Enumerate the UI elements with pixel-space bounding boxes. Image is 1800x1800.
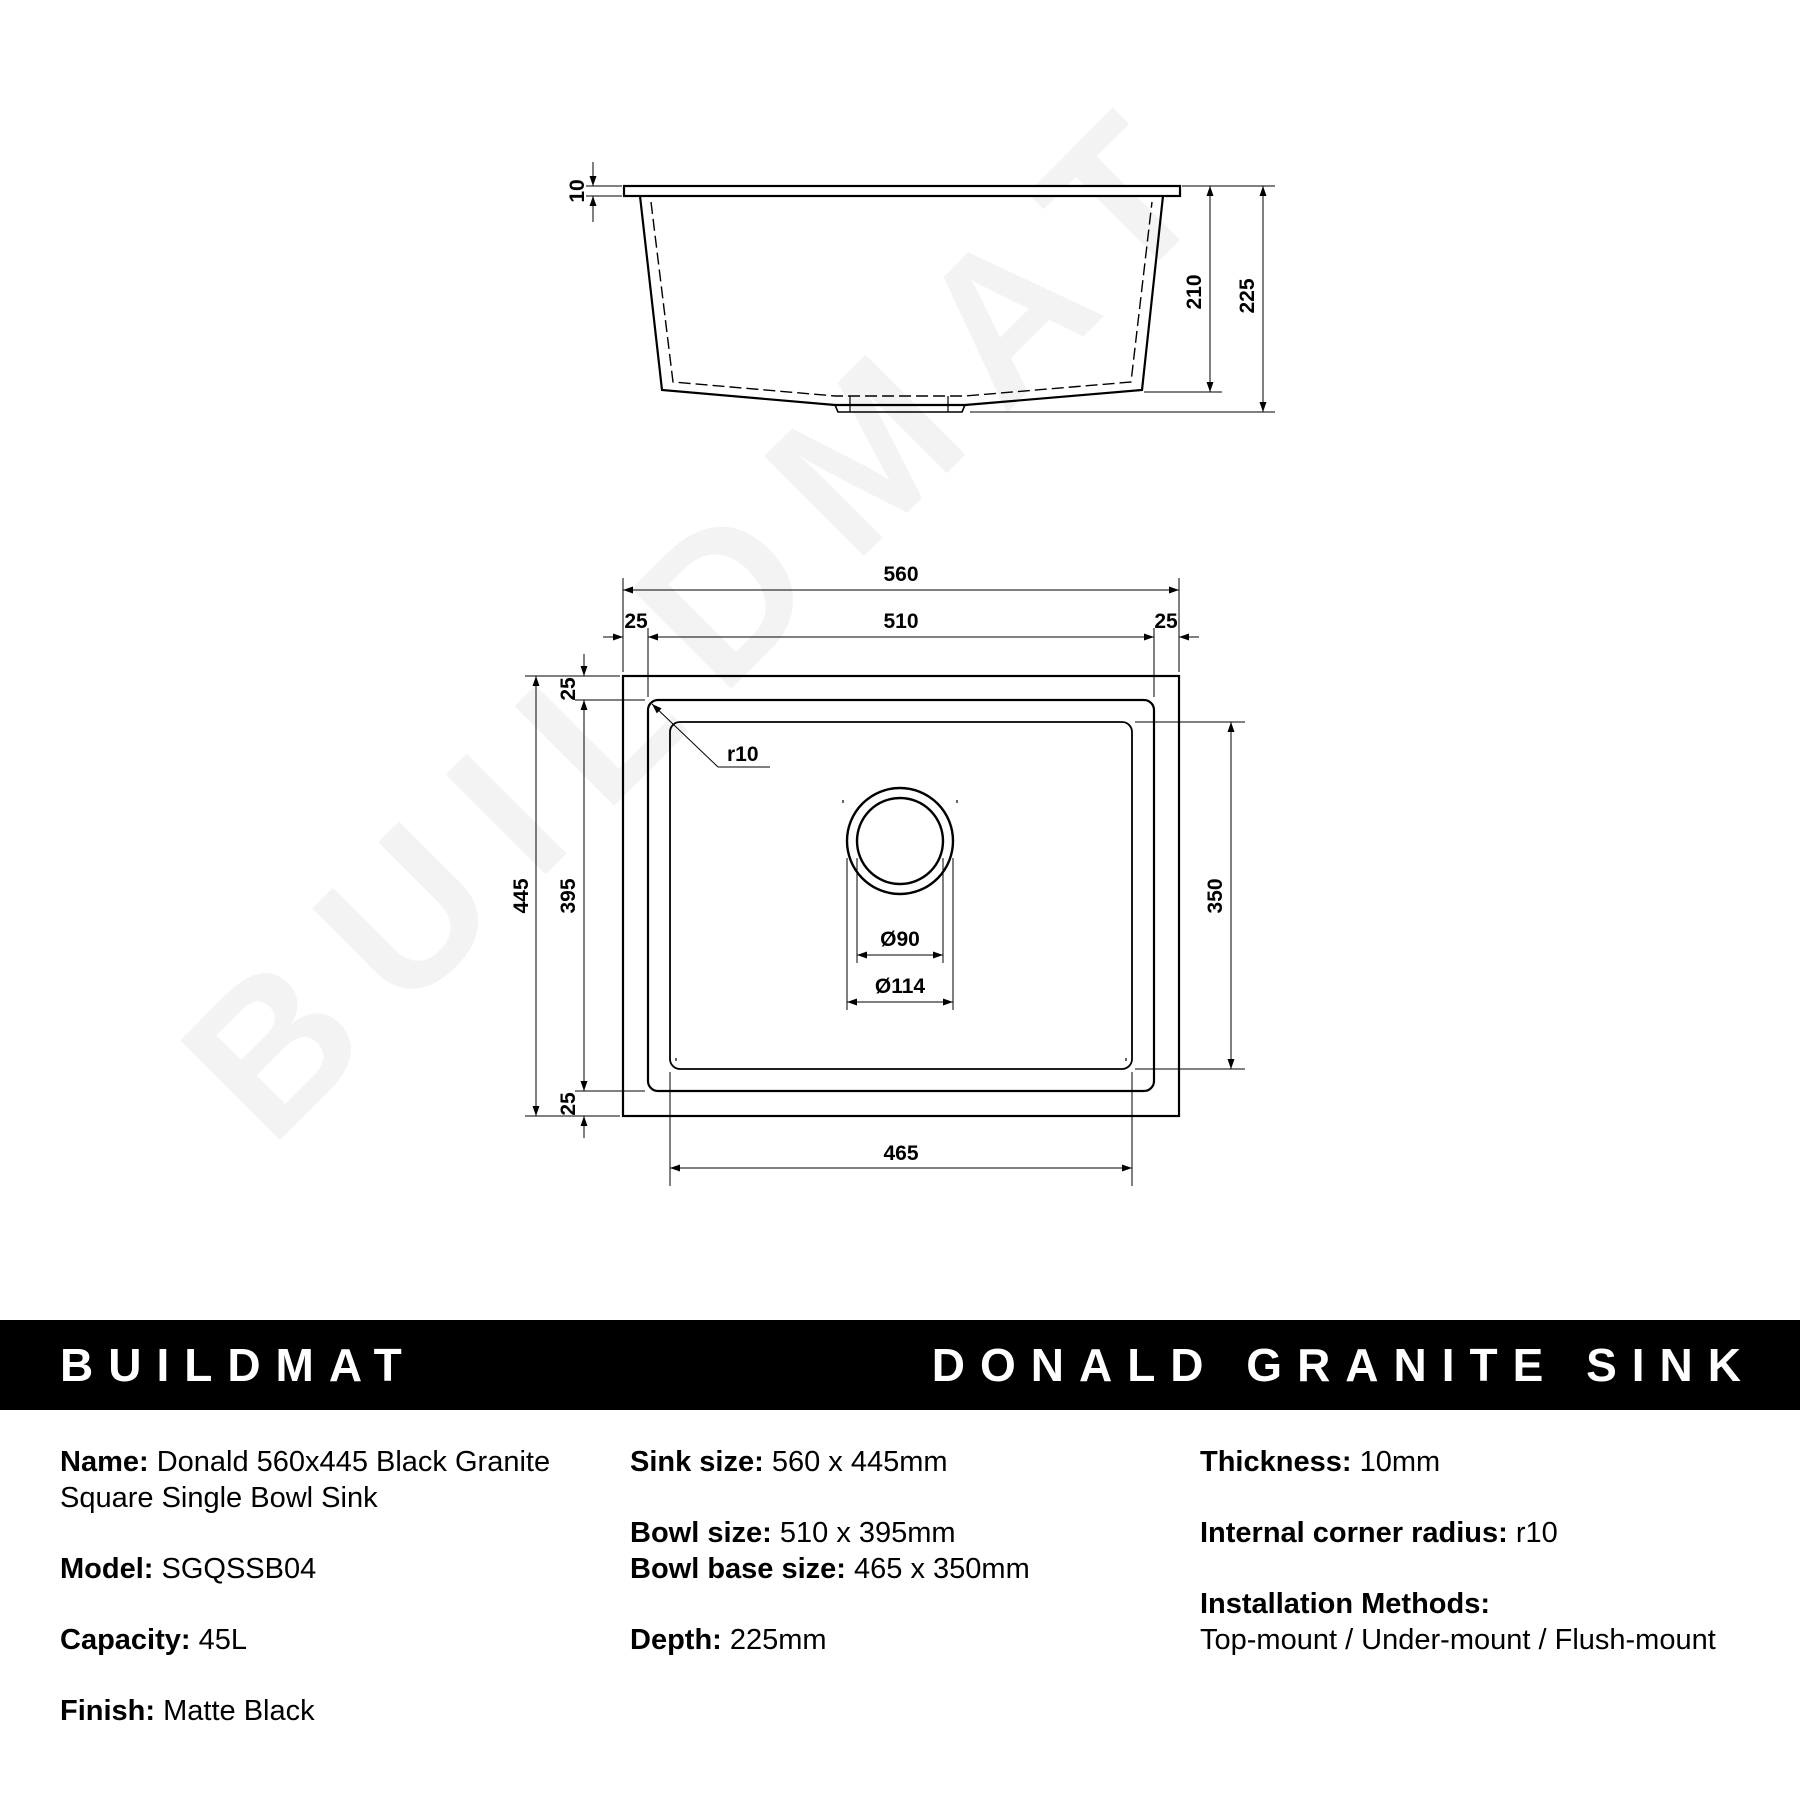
spec-depth (630, 1622, 1150, 1658)
spec-finish (60, 1693, 580, 1729)
dim-rim-thickness: 10 (566, 179, 589, 203)
spec-thickness-value: 10mm (1359, 1446, 1441, 1478)
spec-bowl-size (630, 1515, 1150, 1551)
spec-column-3 (1200, 1444, 1780, 1658)
spec-installation-label: Installation Methods: (1200, 1588, 1490, 1620)
spec-name (60, 1444, 580, 1516)
dim-base-width: 465 (883, 1142, 919, 1165)
spec-thickness (1200, 1444, 1780, 1480)
dim-total-depth: 225 (1236, 278, 1259, 314)
waste-inner (857, 798, 943, 884)
dim-left-rim: 25 (624, 610, 648, 633)
brand-name: BUILDMAT (60, 1339, 417, 1391)
spec-capacity-value: 45L (198, 1624, 247, 1656)
dim-base-length: 350 (1204, 878, 1227, 914)
spec-sink-size-value: 560 x 445mm (771, 1446, 948, 1478)
spec-bowl-base-value: 465 x 350mm (854, 1553, 1030, 1585)
watermark (139, 47, 1273, 1181)
dim-bowl-length: 395 (557, 878, 580, 914)
title-banner (0, 1320, 1800, 1410)
dim-bowl-width: 510 (883, 610, 919, 633)
spec-sink-size (630, 1444, 1150, 1480)
waste-outer (847, 788, 953, 894)
spec-capacity-label: Capacity: (60, 1624, 191, 1656)
dim-top-rim: 25 (557, 677, 580, 701)
dim-right-rim: 25 (1154, 610, 1178, 633)
dim-waste-inner: Ø90 (880, 928, 920, 951)
spec-name-label: Name: (60, 1446, 149, 1478)
spec-name-value: Donald 560x445 Black Granite (156, 1446, 551, 1478)
spec-name-value-line2: Square Single Bowl Sink (60, 1482, 378, 1514)
dim-overall-length: 445 (510, 878, 533, 914)
spec-corner-radius (1200, 1515, 1780, 1551)
product-title: DONALD GRANITE SINK (931, 1339, 1756, 1391)
side-rim (624, 186, 1180, 196)
spec-bowl-base (630, 1551, 1150, 1587)
dim-overall-width: 560 (883, 563, 919, 586)
specifications (0, 1410, 1800, 1800)
bowl-base (670, 722, 1132, 1069)
dim-bottom-rim: 25 (557, 1092, 580, 1116)
spec-bowl-size-label: Bowl size: (630, 1517, 772, 1549)
spec-depth-value: 225mm (729, 1624, 827, 1656)
spec-model-label: Model: (60, 1553, 154, 1585)
spec-model-value: SGQSSB04 (161, 1553, 317, 1585)
spec-column-2 (630, 1444, 1150, 1658)
spec-installation-value: Top-mount / Under-mount / Flush-mount (1200, 1624, 1716, 1656)
spec-corner-radius-label: Internal corner radius: (1200, 1517, 1508, 1549)
dim-bowl-depth: 210 (1183, 274, 1206, 310)
spec-column-1 (60, 1444, 580, 1729)
spec-bowl-base-label: Bowl base size: (630, 1553, 846, 1585)
spec-model (60, 1551, 580, 1587)
spec-installation (1200, 1586, 1780, 1658)
spec-capacity (60, 1622, 580, 1658)
dim-corner-radius: r10 (727, 743, 759, 766)
spec-corner-radius-value: r10 (1515, 1517, 1558, 1549)
spec-finish-value: Matte Black (163, 1695, 315, 1727)
spec-finish-label: Finish: (60, 1695, 156, 1727)
spec-sink-size-label: Sink size: (630, 1446, 764, 1478)
bowl-opening (648, 700, 1154, 1091)
spec-bowl-size-value: 510 x 395mm (779, 1517, 956, 1549)
spec-depth-label: Depth: (630, 1624, 722, 1656)
dim-waste-outer: Ø114 (874, 975, 926, 998)
spec-thickness-label: Thickness: (1200, 1446, 1352, 1478)
